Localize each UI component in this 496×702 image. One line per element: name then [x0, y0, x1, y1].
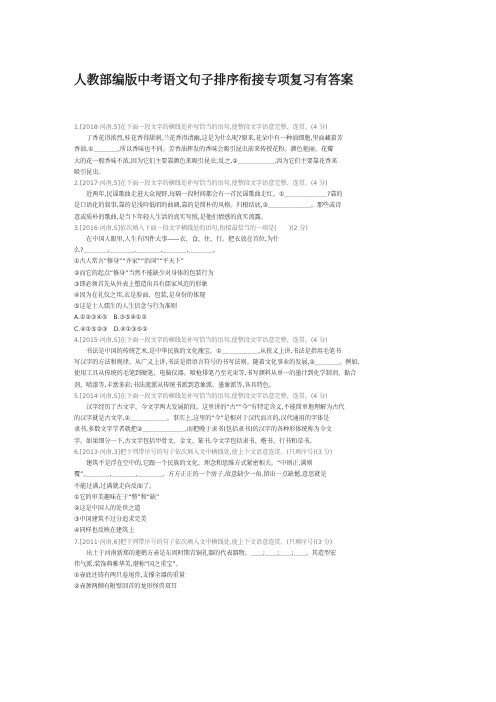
- question-text-line: ①壶底还铸有两只卷尾兽,支撑全器的重量: [74, 572, 185, 580]
- question-text-line: 的汉字就是古文字,①＿＿＿＿＿＿。事实上,这里的“今”是相对于汉代而言的,汉代通用的字体是: [74, 415, 330, 423]
- question-block: [74, 223, 430, 335]
- question-text-line: 丁香花得浓烈,桂花香得甜润,兰花香得清幽,这是为什么呢?原来,花朵中有一种油细胞,里面藏着芳: [74, 135, 343, 143]
- question-text-line: 汉字经历了古文字、今文字两大发展阶段。这里讲的“古”“今”有特定含义,不能简单地理解为古代: [74, 404, 345, 412]
- question-text-line: 建筑不是浮在空中的,它跟一个民族的文化、理念和思维方式紧密相关。“中则正,满则: [74, 460, 313, 468]
- question-text-line: 出土于河南新郑的莲鹤方壶是东周时期青铜礼器的代表器物。＿＿;＿＿;＿＿;＿＿。其造型宏: [74, 549, 337, 557]
- question-text-line: 隶书,多数文字学者就把②＿＿＿＿＿＿＿,而把晚于隶书(包括隶书)的汉字的各种形体统称为今文: [74, 426, 332, 434]
- question-text-line: ②而它的起点“修身”当然不能缺少对身体的包装行为: [74, 269, 214, 277]
- question-text-line: 写汉字的方法和规律。从广义上讲,书法是指语言符号的书写法则。随着文化事业的发展,②＿＿＿＿。例如,: [74, 359, 360, 367]
- question-text-line: 不能过满,过满就走向反面了。: [74, 482, 156, 490]
- question-text-line: ①它的审美趣味在于“整”和“缺”: [74, 493, 160, 501]
- document-body: [74, 122, 430, 593]
- question-text-line: 香油,①＿＿＿＿,所以香味也不同。芳香油挥发的香味会吸引昆虫前来传授花粉。颜色艳丽、花瓣: [74, 146, 334, 154]
- question-text-line: 使用工具从传统的毛笔到硬笔、电脑仪器、喷枪排笔乃至光束等,书写颜料从单一的墨汁到化学制剂、黏合: [74, 370, 357, 378]
- question-text-line: A.①②③④⑤ B.③⑤④①②: [74, 314, 147, 322]
- question-block: [74, 335, 430, 391]
- question-text-line: 近两年,民谣歌曲走进大众视野,每隔一段时间都会有一首民谣歌曲走红。①＿＿＿＿＿＿＿?靠的: [74, 191, 343, 199]
- question-header-line: 7.[2011·河南,6]把下列带序号的句子依次填入文中横线处,使上下文语意连贯。(只填序号)(3 分): [74, 538, 333, 546]
- question-header-line: 3.[2016·河南,5]依次填入下面一段文字横线处的语句,衔接最恰当的一项是( )(2 分): [74, 224, 308, 232]
- question-header-line: 6.[2013·河南,3]把下列带序号的句子依次填入文中横线处,使上下文语意连贯。(只填序号)(3 分): [74, 448, 333, 456]
- question-text-line: 么?＿＿＿＿,＿＿＿＿,＿＿＿＿,＿＿＿＿,＿＿＿＿。: [74, 247, 220, 255]
- question-text-line: 剂、喷漆等,丰富多彩;书法流派从传统书派到意象派、墨象派等,各具特色。: [74, 381, 275, 389]
- question-block: [74, 537, 430, 593]
- question-header-line: 2.[2017·河南,5]在下面一段文字的横线处补写恰当的语句,使整段文字语意完整、连贯。(4 分): [74, 180, 328, 188]
- question-text-line: ③即必须首先从外表上塑造出具有儒家风范的形象: [74, 280, 208, 288]
- question-text-line: ②壶颈两侧有附壁回首的龙形怪兽双耳: [74, 583, 177, 591]
- question-text-line: ⑤这是士人儒生的人生信念与行为准则: [74, 303, 177, 311]
- question-text-line: ④因为在礼仪之邦,衣是脸面、包装,是身份的体现: [74, 292, 206, 300]
- question-text-line: 字。如果细分一下,古文字包括甲骨文、金文、篆书,今文字包括隶书、楷书、行书和草书。: [74, 437, 316, 445]
- question-text-line: 在中国人眼里,人生有四件大事——衣、食、住、行。把衣放在首位,为什: [74, 236, 279, 244]
- document-title: 人教部编版中考语文句子排序衔接专项复习有答案: [74, 72, 354, 87]
- question-text-line: 大的花一般香味不浓,因为它们主要靠颜色来吸引昆虫;反之,②＿＿＿＿＿＿,因为它们主要靠花香来: [74, 157, 338, 165]
- question-block: [74, 122, 430, 178]
- question-block: [74, 178, 430, 223]
- question-text-line: 书法是中国的传统艺术,是中华民族的文化瑰宝。①＿＿＿＿＿＿,从狭义上讲,书法是指用毛笔书: [74, 348, 342, 356]
- question-text-line: ②这是中国人的处世之道: [74, 504, 141, 512]
- question-header-line: 1.[2018·河南,5]在下面一段文字的横线处补写恰当的语句,使整段文字语意完整、连贯。(4 分): [74, 124, 328, 131]
- question-text-line: C.④①⑤②③ D.④①③⑤②: [74, 325, 148, 333]
- question-header-line: 5.[2014·河南,5]在下面一段文字的横线处补写恰当的语句,使整段文字语意完整、连贯。(4 分): [74, 392, 328, 400]
- question-text-line: 吸引昆虫。: [74, 168, 105, 176]
- question-text-line: 意或质朴的歌曲,是当下年轻人生活的真实写照,是他们情感的真实流露。: [74, 213, 267, 221]
- question-text-line: ④同样也反映在建筑上: [74, 527, 135, 535]
- question-block: [74, 391, 430, 447]
- question-block: [74, 447, 430, 537]
- question-text-line: 是口语化的叙事,靠的是浅吟低唱的曲调,靠的是简朴的风格。归根结底,②＿＿＿＿＿＿＿。那些或诗: [74, 202, 342, 210]
- question-text-line: ①古人常言“修身”“齐家”“治国”“平天下”: [74, 258, 184, 266]
- question-text-line: ③中国建筑不过分追求完美: [74, 516, 147, 524]
- question-header-line: 4.[2015·河南,5]在下面一段文字的横线处补写恰当的语句,使整段文字语意完整、连贯。(4 分): [74, 336, 328, 344]
- question-text-line: 伟气派,装饰典雅华美,堪称“国之重宝”。: [74, 560, 182, 568]
- question-text-line: 覆”,＿＿＿＿,＿＿＿＿,＿＿＿＿。方方正正的一个房子,故意缺少一角,留出一点缺憾,意思就是: [74, 471, 327, 479]
